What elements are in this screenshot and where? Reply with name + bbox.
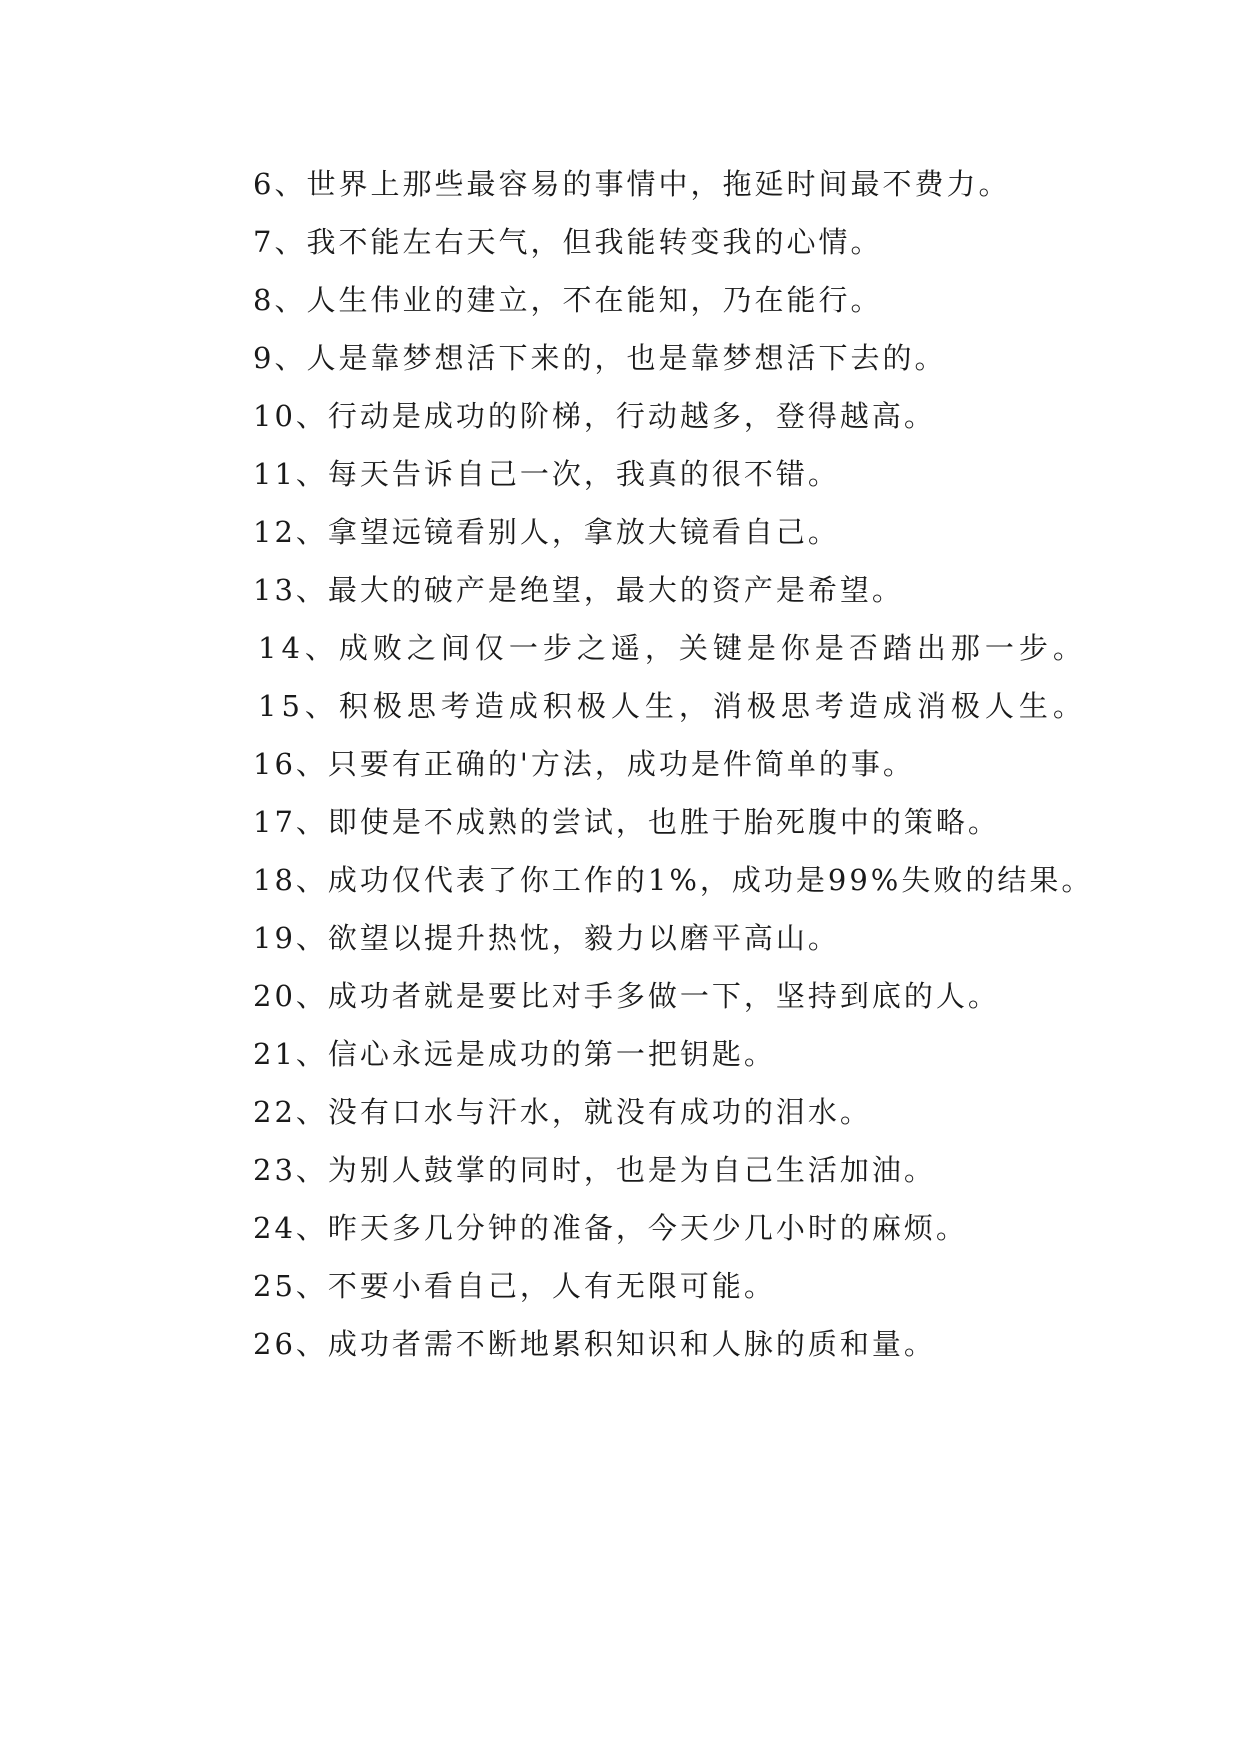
quote-line: 21、信心永远是成功的第一把钥匙。 bbox=[253, 1037, 776, 1071]
quote-line: 18、成功仅代表了你工作的1%，成功是99%失败的结果。 bbox=[253, 863, 1094, 897]
quote-line: 6、世界上那些最容易的事情中，拖延时间最不费力。 bbox=[253, 167, 1011, 201]
quote-line: 24、昨天多几分钟的准备，今天少几小时的麻烦。 bbox=[253, 1211, 968, 1245]
quote-line: 9、人是靠梦想活下来的，也是靠梦想活下去的。 bbox=[253, 341, 947, 375]
quote-line: 19、欲望以提升热忱，毅力以磨平高山。 bbox=[253, 921, 840, 955]
quote-line: 22、没有口水与汗水，就没有成功的泪水。 bbox=[253, 1095, 872, 1129]
quote-line: 8、人生伟业的建立，不在能知，乃在能行。 bbox=[253, 283, 883, 317]
quote-line: 10、行动是成功的阶梯，行动越多，登得越高。 bbox=[253, 399, 936, 433]
quote-line: 17、即使是不成熟的尝试，也胜于胎死腹中的策略。 bbox=[253, 805, 1000, 839]
quote-line: 11、每天告诉自己一次，我真的很不错。 bbox=[253, 457, 840, 491]
quote-line: 23、为别人鼓掌的同时，也是为自己生活加油。 bbox=[253, 1153, 936, 1187]
quote-line: 25、不要小看自己，人有无限可能。 bbox=[253, 1269, 776, 1303]
quote-line: 14、成败之间仅一步之遥，关键是你是否踏出那一步。 bbox=[258, 631, 1087, 665]
quote-line: 16、只要有正确的'方法，成功是件简单的事。 bbox=[253, 747, 915, 781]
quote-line: 12、拿望远镜看别人，拿放大镜看自己。 bbox=[253, 515, 840, 549]
quote-line: 26、成功者需不断地累积知识和人脉的质和量。 bbox=[253, 1327, 936, 1361]
quote-line: 20、成功者就是要比对手多做一下，坚持到底的人。 bbox=[253, 979, 1000, 1013]
quote-line: 7、我不能左右天气，但我能转变我的心情。 bbox=[253, 225, 883, 259]
quote-line: 15、积极思考造成积极人生，消极思考造成消极人生。 bbox=[258, 689, 1087, 723]
quote-line: 13、最大的破产是绝望，最大的资产是希望。 bbox=[253, 573, 904, 607]
